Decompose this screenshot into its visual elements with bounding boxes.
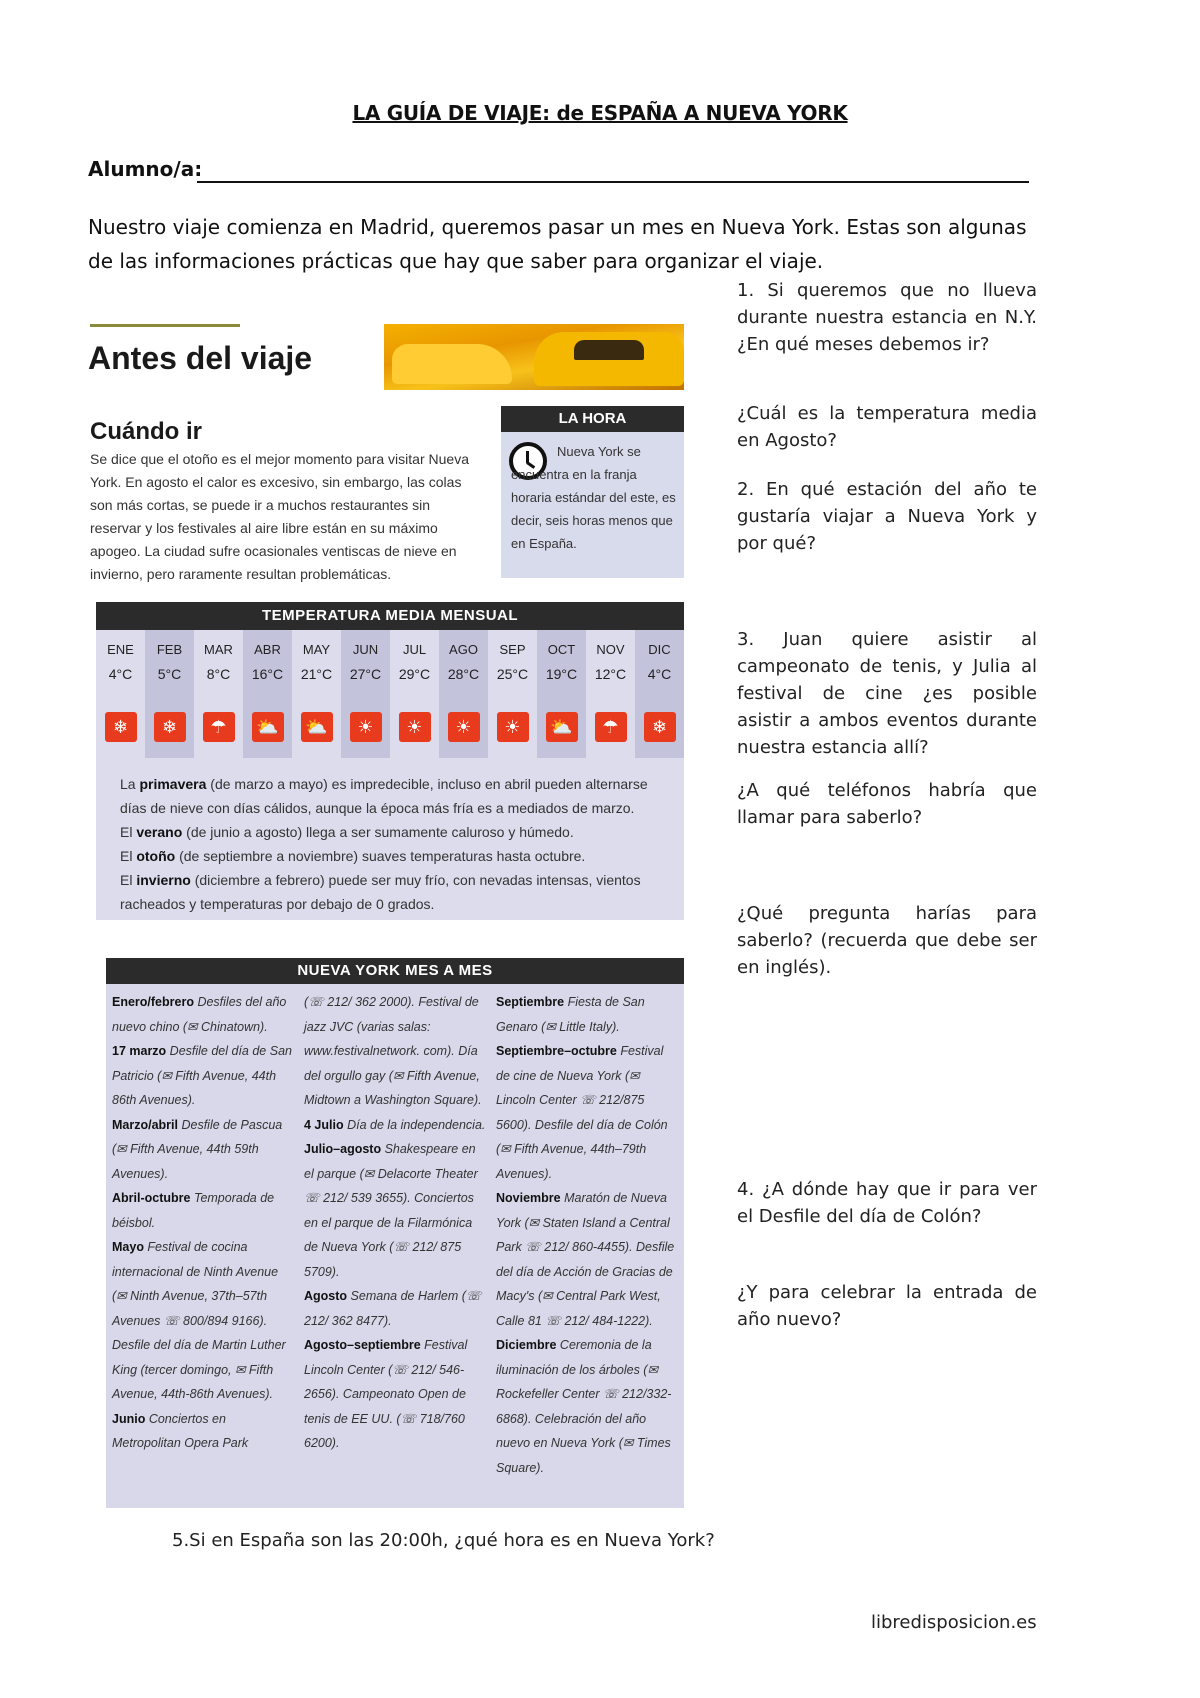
month-temperature: 28°C — [447, 666, 480, 682]
month-temperature: 21°C — [300, 666, 333, 682]
event-entry: Abril-octubre Temporada de béisbol. — [112, 1191, 275, 1230]
event-date: Enero/febrero — [112, 995, 194, 1009]
season-line: El invierno (diciembre a febrero) puede ser muy frío, con nevadas intensas, vientos racheados y temperaturas por debajo de 0 grados. — [120, 872, 641, 912]
sun-icon: ☀ — [350, 712, 382, 742]
event-entry: Septiembre Fiesta de San Genaro (✉ Little Italy). — [496, 995, 645, 1034]
event-entry: Agosto–septiembre Festival Lincoln Center (☏ 212/ 546-2656). Campeonato Open de tenis de EE UU. (☏ 718/760 6200). — [304, 1338, 468, 1450]
question-2: 2. En qué estación del año te gustaría viajar a Nueva York y por qué? — [737, 479, 1037, 554]
month-column — [243, 630, 292, 758]
month-column — [292, 630, 341, 758]
question-3: 3. Juan quiere asistir al campeonato de tenis, y Julia al festival de cine ¿es posible asistir a ambos eventos durante nuestra estancia allí? — [737, 629, 1037, 758]
snow-cloud-icon: ❄ — [105, 712, 137, 742]
event-date: Agosto — [304, 1289, 348, 1303]
month-temperature: 4°C — [647, 666, 672, 682]
event-date: Junio — [112, 1411, 146, 1426]
event-date: 4 Julio — [304, 1117, 344, 1132]
footer-source: libredisposicion.es — [871, 1612, 1037, 1633]
months-row — [96, 630, 684, 758]
event-entry: Marzo/abril Desfile de Pascua (✉ Fifth Avenue, 44th 59th Avenues). — [112, 1117, 283, 1181]
month-column — [145, 630, 194, 758]
event-date: Septiembre — [496, 995, 565, 1009]
event-entry: 4 Julio Día de la independencia. — [304, 1117, 486, 1132]
event-entry: Enero/febrero Desfiles del año nuevo chino (✉ Chinatown). — [112, 995, 287, 1034]
month-name: MAY — [302, 642, 331, 657]
month-name: ABR — [254, 642, 281, 657]
event-entry: Agosto Semana de Harlem (☏ 212/ 362 8477). — [304, 1289, 482, 1328]
question-5: 5.Si en España son las 20:00h, ¿qué hora es en Nueva York? — [172, 1530, 715, 1551]
season-name: invierno — [136, 872, 191, 888]
season-name: verano — [136, 824, 183, 840]
la-hora-box — [501, 406, 684, 578]
intro-paragraph: Nuestro viaje comienza en Madrid, queremos pasar un mes en Nueva York. Estas son algunas de las informaciones prácticas que hay que saber para organizar el viaje. — [88, 215, 1027, 273]
student-label: Alumno/a: — [88, 157, 203, 181]
temperature-box — [96, 602, 684, 920]
event-date: 17 marzo — [112, 1044, 167, 1058]
event-entry: (☏ 212/ 362 2000). Festival de jazz JVC (varias salas: www.festivalnetwork. com). Día del orgullo gay (✉ Fifth Avenue, Midtown a Washington Square). — [304, 995, 482, 1107]
event-date: Marzo/abril — [112, 1117, 178, 1132]
page-title: LA GUÍA DE VIAJE: de ESPAÑA A NUEVA YORK — [352, 101, 848, 125]
month-temperature: 8°C — [206, 666, 231, 682]
question-1: 1. Si queremos que no llueva durante nuestra estancia en N.Y. ¿En qué meses debemos ir? — [737, 280, 1037, 355]
month-name: SEP — [499, 642, 526, 657]
month-temperature: 5°C — [157, 666, 182, 682]
month-column — [194, 630, 243, 758]
event-date: Noviembre — [496, 1191, 561, 1205]
sun-cloud-icon: ⛅ — [301, 712, 333, 742]
event-date: Mayo — [112, 1240, 144, 1254]
event-date: Abril-octubre — [112, 1191, 191, 1205]
month-name: NOV — [596, 642, 625, 657]
month-by-month-title: NUEVA YORK MES A MES — [106, 958, 684, 984]
sun-icon: ☀ — [399, 712, 431, 742]
month-name: JUL — [402, 642, 427, 657]
question-3b: ¿A qué teléfonos habría que llamar para saberlo? — [737, 780, 1037, 828]
sun-icon: ☀ — [497, 712, 529, 742]
season-line: El otoño (de septiembre a noviembre) suaves temperaturas hasta octubre. — [120, 848, 586, 864]
month-column — [635, 630, 684, 758]
temperature-title: TEMPERATURA MEDIA MENSUAL — [96, 602, 684, 630]
month-column — [439, 630, 488, 758]
cuando-ir-title: Cuándo ir — [90, 418, 202, 445]
month-temperature: 25°C — [496, 666, 529, 682]
season-line: La primavera (de marzo a mayo) es impredecible, incluso en abril pueden alternarse días de nieve con días cálidos, aunque la época más fría es a mediados de marzo. — [120, 776, 648, 816]
month-name: MAR — [204, 642, 233, 657]
event-entry: Diciembre Ceremonia de la iluminación de los árboles (✉ Rockefeller Center ☏ 212/332-6868). Celebración del año nuevo en Nueva York (✉ Times Square). — [496, 1338, 672, 1475]
rain-cloud-icon: ☂ — [595, 712, 627, 742]
seasons-text — [120, 772, 668, 916]
month-name: ENE — [107, 642, 134, 657]
snow-cloud-icon: ❄ — [644, 712, 676, 742]
event-entry: Mayo Festival de cocina internacional de Ninth Avenue (✉ Ninth Avenue, 37th–57th Avenues ☏ 800/894 9166). Desfile del día de Martin Luther King (tercer domingo, ✉ Fifth Avenue, 44th-86th Avenues). — [112, 1240, 286, 1401]
event-entry: Junio Conciertos en Metropolitan Opera Park — [112, 1411, 249, 1450]
sun-cloud-icon: ⛅ — [546, 712, 578, 742]
month-by-month-box — [106, 958, 684, 1508]
event-entry: 17 marzo Desfile del día de San Patricio (✉ Fifth Avenue, 44th 86th Avenues). — [112, 1044, 292, 1107]
event-date: Julio–agosto — [304, 1142, 382, 1156]
month-temperature: 29°C — [398, 666, 431, 682]
season-name: primavera — [139, 776, 207, 792]
month-column — [390, 630, 439, 758]
clip-heading: Antes del viaje — [88, 340, 313, 376]
month-name: OCT — [547, 642, 576, 657]
event-date: Agosto–septiembre — [304, 1338, 421, 1352]
month-name: AGO — [449, 642, 478, 657]
month-temperature: 27°C — [349, 666, 382, 682]
magazine-clipping — [88, 318, 684, 1508]
question-1b: ¿Cuál es la temperatura media en Agosto? — [737, 403, 1037, 451]
month-temperature: 4°C — [108, 666, 133, 682]
season-name: otoño — [136, 848, 176, 864]
event-entry: Julio–agosto Shakespeare en el parque (✉ Delacorte Theater ☏ 212/ 539 3655). Conciertos en el parque de la Filarmónica de Nueva York (☏ 212/ 875 5709). — [304, 1142, 478, 1279]
month-temperature: 12°C — [594, 666, 627, 682]
events-column-2 — [304, 990, 488, 1480]
sun-cloud-icon: ⛅ — [252, 712, 284, 742]
month-column — [488, 630, 537, 758]
month-name: FEB — [156, 642, 183, 657]
question-4b: ¿Y para celebrar la entrada de año nuevo? — [737, 1282, 1037, 1330]
rain-cloud-icon: ☂ — [203, 712, 235, 742]
month-name: JUN — [352, 642, 379, 657]
event-date: Diciembre — [496, 1338, 557, 1352]
events-column-3 — [496, 990, 680, 1480]
month-column — [341, 630, 390, 758]
month-column — [96, 630, 145, 758]
cuando-ir-text: Se dice que el otoño es el mejor momento para visitar Nueva York. En agosto el calor es excesivo, sin embargo, las colas son más cortas, se puede ir a muchos restaurantes sin reservar y los festivales al aire libre están en su máximo apogeo. La ciudad sufre ocasionales ventiscas de nieve en invierno, pero raramente resultan problemáticas. — [90, 451, 469, 582]
question-3c: ¿Qué pregunta harías para saberlo? (recuerda que debe ser en inglés). — [737, 903, 1037, 978]
event-entry: Noviembre Maratón de Nueva York (✉ Staten Island a Central Park ☏ 212/ 860-4455). Desfile del día de Acción de Gracias de Macy's (✉ Central Park West, Calle 81 ☏ 212/ 484-1222). — [496, 1191, 675, 1328]
student-name-line[interactable] — [197, 181, 1029, 183]
season-line: El verano (de junio a agosto) llega a ser sumamente caluroso y húmedo. — [120, 824, 574, 840]
snow-cloud-icon: ❄ — [154, 712, 186, 742]
la-hora-text: Nueva York se encuentra en la franja horaria estándar del este, es decir, seis horas menos que en España. — [511, 444, 676, 551]
sun-icon: ☀ — [448, 712, 480, 742]
month-column — [537, 630, 586, 758]
decorative-bar — [90, 324, 240, 327]
events-column-1 — [112, 990, 296, 1480]
month-temperature: 19°C — [545, 666, 578, 682]
event-entry: Septiembre–octubre Festival de cine de Nueva York (✉ Lincoln Center ☏ 212/875 5600). Desfile del día de Colón (✉ Fifth Avenue, 44th–79th Avenues). — [496, 1044, 668, 1181]
event-date: Septiembre–octubre — [496, 1044, 617, 1058]
month-name: DIC — [648, 642, 671, 657]
month-temperature: 16°C — [251, 666, 284, 682]
taxi-photo — [384, 324, 684, 390]
la-hora-title: LA HORA — [501, 406, 684, 432]
question-4: 4. ¿A dónde hay que ir para ver el Desfile del día de Colón? — [737, 1179, 1037, 1227]
month-column — [586, 630, 635, 758]
